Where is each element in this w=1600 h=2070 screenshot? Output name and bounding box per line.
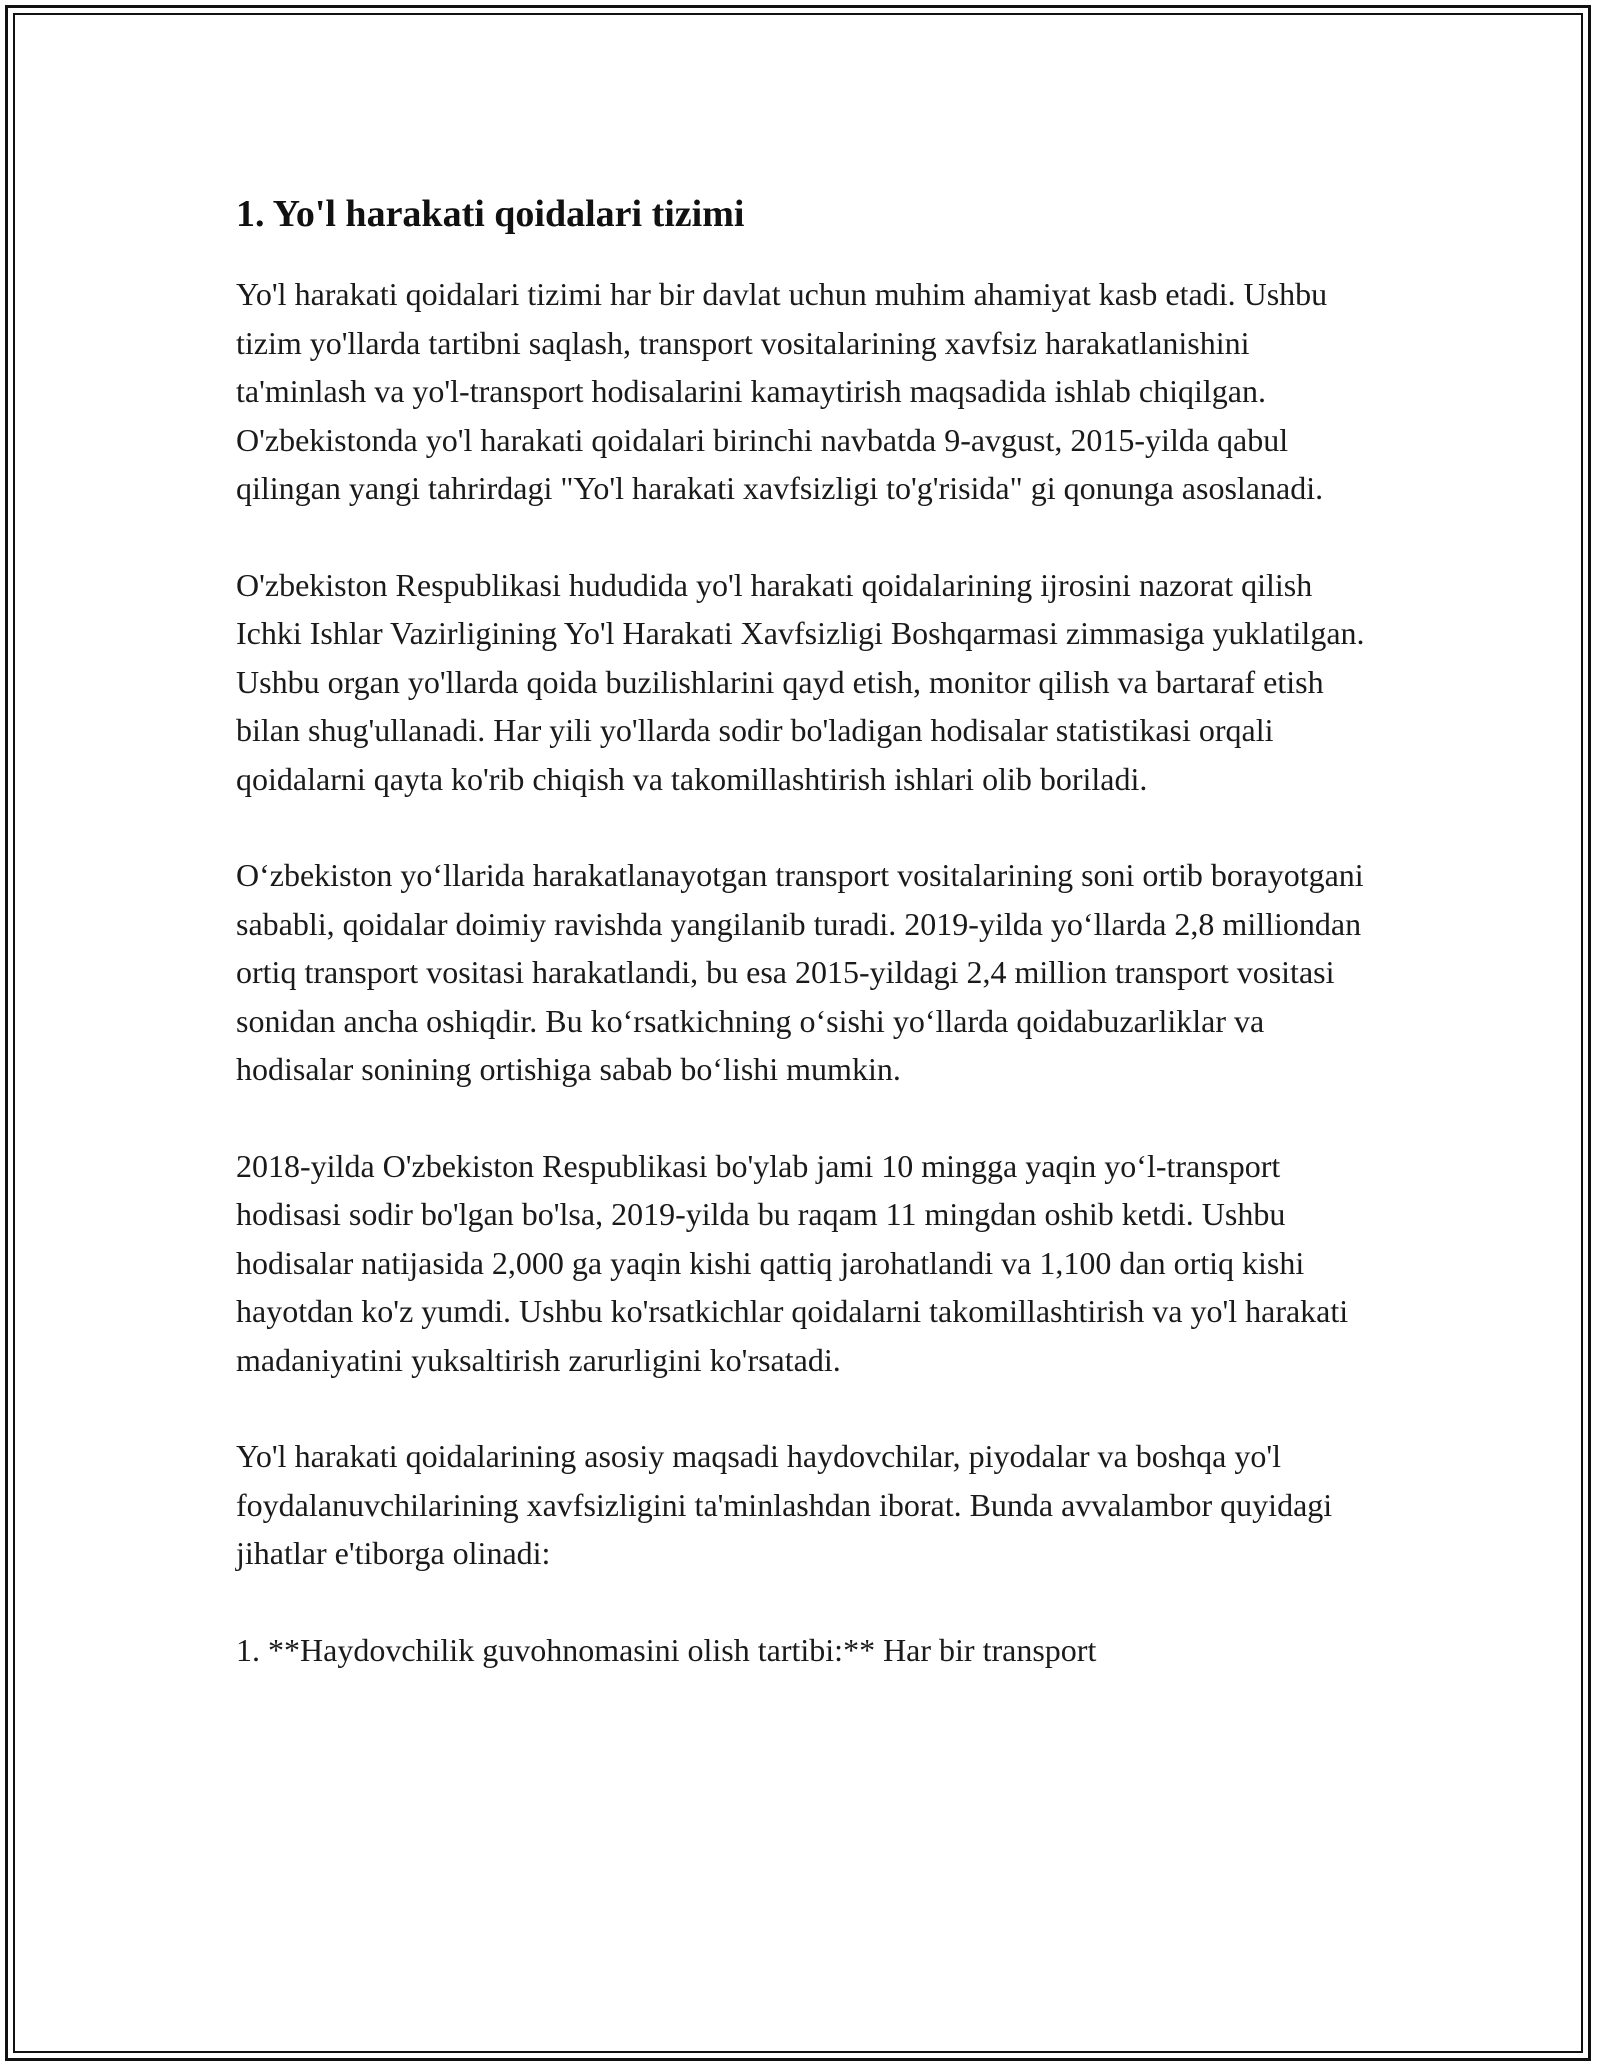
- paragraph-oversight: O'zbekiston Respublikasi hududida yo'l harakati qoidalarining ijrosini nazorat qilish Ichki Ishlar Vazirligining Yo'l Harakati Xavfsizligi Boshqarmasi zimmasiga yuklatilgan. Ushbu organ yo'llarda qoida buzilishlarini qayd etish, monitor qilish va bartaraf etish bilan shug'ullanadi. Har yili yo'llarda sodir bo'ladigan hodisalar statistikasi orqali qoidalarni qayta ko'rib chiqish va takomillashtirish ishlari olib boriladi.: [236, 566, 1365, 797]
- section-title: 1. Yo'l harakati qoidalari tizimi: [236, 193, 745, 235]
- document-body: [236, 188, 1366, 1674]
- paragraph-vehicle-count: Oʻzbekiston yoʻllarida harakatlanayotgan transport vositalarining soni ortib borayotgani sababli, qoidalar doimiy ravishda yangilanib turadi. 2019-yilda yoʻllarda 2,8 milliondan ortiq transport vositasi harakatlandi, bu esa 2015-yildagi 2,4 million transport vositasi sonidan ancha oshiqdir. Bu koʻrsatkichning oʻsishi yoʻllarda qoidabuzarliklar va hodisalar sonining ortishiga sabab boʻlishi mumkin.: [236, 857, 1364, 1087]
- paragraph-main-goal: Yo'l harakati qoidalarining asosiy maqsadi haydovchilar, piyodalar va boshqa yo'l foydalanuvchilarining xavfsizligini ta'minlashdan iborat. Bunda avvalambor quyidagi jihatlar e'tiborga olinadi:: [236, 1438, 1333, 1571]
- list-item-license: 1. **Haydovchilik guvohnomasini olish tartibi:** Har bir transport: [236, 1631, 1097, 1668]
- paragraph-intro: Yo'l harakati qoidalari tizimi har bir davlat uchun muhim ahamiyat kasb etadi. Ushbu tizim yo'llarda tartibni saqlash, transport vositalarining xavfsiz harakatlanishini ta'minlash va yo'l-transport hodisalarini kamaytirish maqsadida ishlab chiqilgan. O'zbekistonda yo'l harakati qoidalari birinchi navbatda 9-avgust, 2015-yilda qabul qilingan yangi tahrirdagi "Yo'l harakati xavfsizligi to'g'risida" gi qonunga asoslanadi.: [236, 276, 1328, 506]
- paragraph-accident-stats: 2018-yilda O'zbekiston Respublikasi bo'ylab jami 10 mingga yaqin yoʻl-transport hodisasi sodir bo'lgan bo'lsa, 2019-yilda bu raqam 11 mingdan oshib ketdi. Ushbu hodisalar natijasida 2,000 ga yaqin kishi qattiq jarohatlandi va 1,100 dan ortiq kishi hayotdan ko'z yumdi. Ushbu ko'rsatkichlar qoidalarni takomillashtirish va yo'l harakati madaniyatini yuksaltirish zarurligini ko'rsatadi.: [236, 1147, 1349, 1378]
